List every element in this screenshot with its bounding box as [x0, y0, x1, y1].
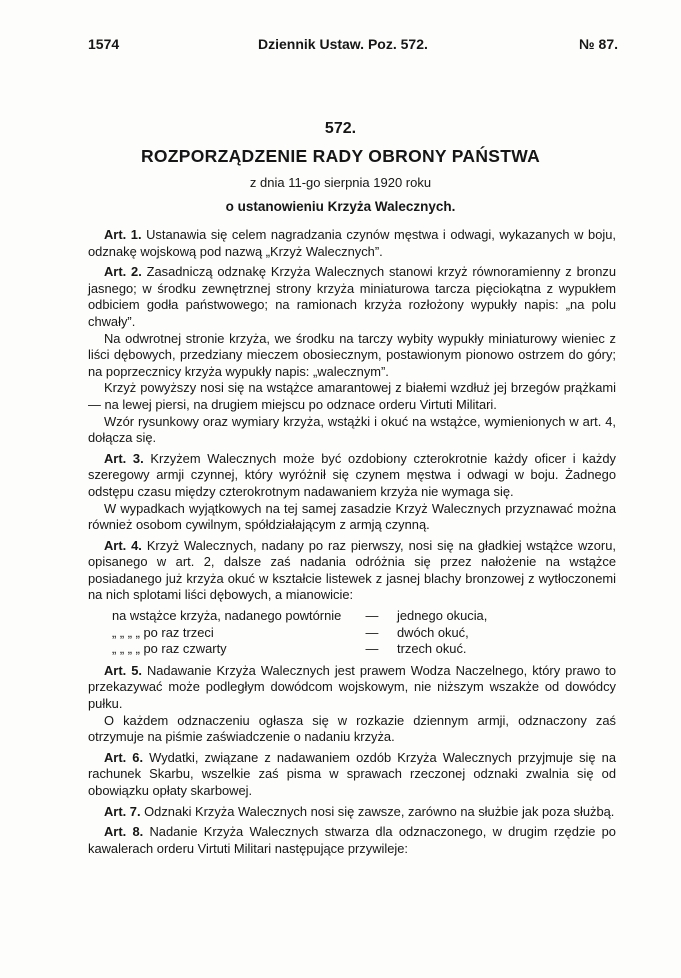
article-5-paragraph-2: O każdem odznaczeniu ogłasza się w rozkazie dziennym armji, odznaczony zaś otrzymuje na piśmie zaświadczenie o nadaniu krzyża.	[88, 712, 616, 745]
list-item: „ „ „ „ po raz trzeci — dwóch okuć,	[112, 624, 469, 640]
list-item: na wstążce krzyża, nadanego powtórnie — jednego okucia,	[112, 608, 488, 624]
article-3-paragraph-2: W wypadkach wyjątkowych na tej samej zasadzie Krzyż Walecznych przyznawać można również osobom cywilnym, spółdziałającym z armją czynną.	[88, 500, 616, 533]
article-2-paragraph-4: Wzór rysunkowy oraz wymiary krzyża, wstążki i okuć na wstążce, wymienionych w art. 4, dołącza się.	[88, 413, 616, 446]
article-8: Art. 8. Nadanie Krzyża Walecznych stwarza dla odznaczonego, w drugim rzędzie po kawalerach orderu Virtuti Militari następujące przywileje:	[88, 824, 616, 856]
article-2: Art. 2. Zasadniczą odznakę Krzyża Walecznych stanowi krzyż równoramienny z bronzu jasnego; w środku zewnętrznej strony krzyża miniaturowa tarcza pięciokątna z wypukłem odbiciem godła państwowego; na ramionach krzyża rozłożony wypukły napis: „na polu chwały”.	[88, 264, 616, 329]
journal-title: Dziennik Ustaw. Poz. 572.	[258, 36, 428, 52]
article-2-paragraph-3: Krzyż powyższy nosi się na wstążce amarantowej z białemi wzdłuż jej brzegów prążkami — na lewej piersi, na drugiem miejscu po odznace orderu Virtuti Militari.	[88, 380, 616, 412]
page-header	[88, 36, 618, 58]
article-4-list	[88, 608, 616, 658]
article-6: Art. 6. Wydatki, związane z nadawaniem ozdób Krzyża Walecznych przyjmuje się na rachunek Skarbu, wszelkie zaś pisma w sprawach rzeczonej odznaki zwalnia się od obowiązku opłaty skarbowej.	[88, 749, 616, 798]
document-title: ROZPORZĄDZENIE RADY OBRONY PAŃSTWA	[140, 146, 541, 166]
page-number: 1574	[88, 36, 120, 52]
article-3: Art. 3. Krzyżem Walecznych może być ozdobiony czterokrotnie każdy oficer i każdy szeregowy armji czynnej, który wyróżnił się czynem męstwa i odwagi w boju. Żadnego odstępu czasu między czterokrotnym nadawaniem krzyża nie wymaga się.	[88, 450, 616, 499]
document-date: z dnia 11-go sierpnia 1920 roku	[249, 175, 432, 190]
article-4: Art. 4. Krzyż Walecznych, nadany po raz pierwszy, nosi się na gładkiej wstążce wzoru, opisanego w art. 2, dalsze zaś nadania odróżnia się przez nałożenie na wstążce posiadanego już krzyża okuć w kształcie listewek z jasnej blachy bronzowej z wytłoczonemi na nich splotami liści dębowych, a mianowicie:	[88, 537, 616, 603]
issue-number: № 87.	[579, 36, 618, 52]
article-2-paragraph-2: Na odwrotnej stronie krzyża, we środku na tarczy wybity wypukły miniaturowy wieniec z liści dębowych, przedziany mieczem obosiecznym, postawionym pionowo ostrzem do góry; na poprzecznicy krzyża wypukły napis: „walecznym”.	[88, 330, 616, 379]
document-body	[88, 227, 616, 861]
document-subject: o ustanowieniu Krzyża Walecznych.	[225, 199, 456, 214]
article-7: Art. 7. Odznaki Krzyża Walecznych nosi się zawsze, zarówno na służbie jak poza służbą.	[104, 803, 615, 819]
article-1: Art. 1. Ustanawia się celem nagradzania czynów męstwa i odwagi, wykazanych w boju, odznakę wojskową pod nazwą „Krzyż Walecznych”.	[88, 227, 616, 259]
document-number: 572.	[324, 120, 357, 137]
list-item: „ „ „ „ po raz czwarty — trzech okuć.	[112, 641, 467, 657]
article-5: Art. 5. Nadawanie Krzyża Walecznych jest prawem Wodza Naczelnego, który prawo to przekazywać może podległym dowódcom wojskowym, nie niższym wszakże od dowódcy pułku.	[88, 662, 616, 712]
